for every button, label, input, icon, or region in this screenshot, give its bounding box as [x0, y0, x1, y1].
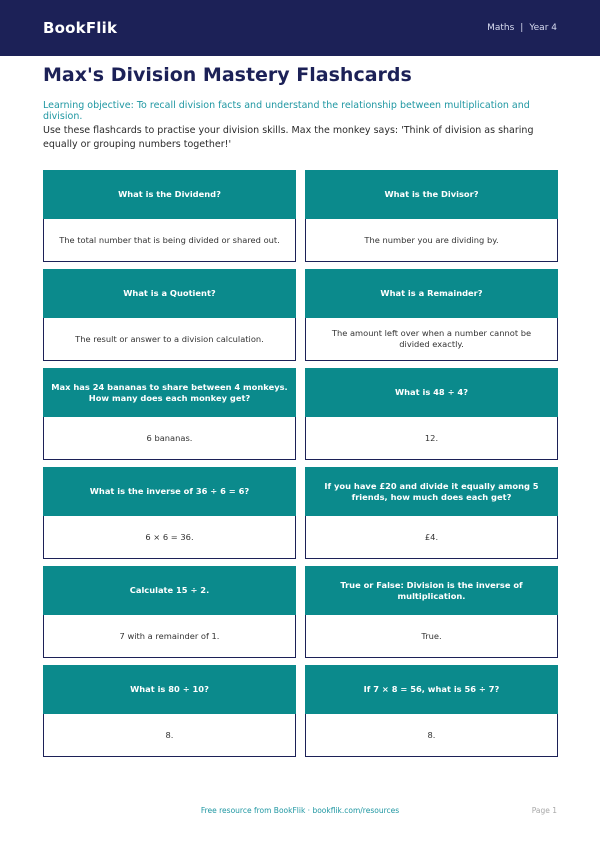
- flashcard-question: If 7 × 8 = 56, what is 56 ÷ 7?: [305, 665, 558, 714]
- flashcard-answer: The result or answer to a division calculation.: [43, 318, 296, 361]
- flashcard-question: What is 48 ÷ 4?: [305, 368, 558, 417]
- flashcard[interactable]: [305, 467, 558, 559]
- flashcard-answer: The total number that is being divided or shared out.: [43, 219, 296, 262]
- flashcard-answer: £4.: [305, 516, 558, 559]
- top-bar: [0, 0, 600, 56]
- flashcard[interactable]: [305, 665, 558, 757]
- page-number: Page 1: [531, 806, 557, 815]
- subject-label: Maths: [487, 23, 515, 33]
- flashcard-answer: The amount left over when a number cannot be divided exactly.: [305, 318, 558, 361]
- flashcard-answer: 7 with a remainder of 1.: [43, 615, 296, 658]
- flashcard-answer: True.: [305, 615, 558, 658]
- flashcard[interactable]: [305, 368, 558, 460]
- flashcard-answer: 6 × 6 = 36.: [43, 516, 296, 559]
- flashcard[interactable]: [305, 269, 558, 361]
- brand-logo[interactable]: BookFlik: [43, 19, 118, 37]
- flashcard-answer: 6 bananas.: [43, 417, 296, 460]
- page-footer: [0, 806, 600, 820]
- flashcard[interactable]: [43, 368, 296, 460]
- flashcard-question: Calculate 15 ÷ 2.: [43, 566, 296, 615]
- learning-objective: Learning objective: To recall division facts and understand the relationship between multiplication and division.: [43, 100, 530, 122]
- flashcard-question: What is a Remainder?: [305, 269, 558, 318]
- flashcard-question: What is 80 ÷ 10?: [43, 665, 296, 714]
- flashcard[interactable]: [43, 665, 296, 757]
- flashcard-answer: 12.: [305, 417, 558, 460]
- flashcard-answer: 8.: [43, 714, 296, 757]
- flashcard-question: What is the Dividend?: [43, 170, 296, 219]
- header-meta: [487, 23, 557, 33]
- flashcard-question: If you have £20 and divide it equally among 5 friends, how much does each get?: [305, 467, 558, 516]
- flashcard[interactable]: [305, 566, 558, 658]
- flashcard-question: True or False: Division is the inverse of multiplication.: [305, 566, 558, 615]
- flashcard[interactable]: [43, 566, 296, 658]
- flashcard-answer: The number you are dividing by.: [305, 219, 558, 262]
- flashcard[interactable]: [305, 170, 558, 262]
- flashcard-question: What is the Divisor?: [305, 170, 558, 219]
- page-title: Max's Division Mastery Flashcards: [43, 64, 412, 86]
- flashcard[interactable]: [43, 170, 296, 262]
- flashcard-question: What is a Quotient?: [43, 269, 296, 318]
- flashcard[interactable]: [43, 467, 296, 559]
- flashcard-question: What is the inverse of 36 ÷ 6 = 6?: [43, 467, 296, 516]
- flashcard[interactable]: [43, 269, 296, 361]
- flashcard-question: Max has 24 bananas to share between 4 monkeys. How many does each monkey get?: [43, 368, 296, 417]
- year-label: Year 4: [529, 23, 557, 33]
- footer-credit-link[interactable]: Free resource from BookFlik · bookflik.com/resources: [200, 806, 400, 815]
- flashcard-grid: [43, 170, 558, 757]
- meta-separator: |: [520, 23, 524, 33]
- flashcard-answer: 8.: [305, 714, 558, 757]
- intro-text: Use these flashcards to practise your division skills. Max the monkey says: 'Think of division as sharing equally or grouping numbers together!': [43, 125, 534, 150]
